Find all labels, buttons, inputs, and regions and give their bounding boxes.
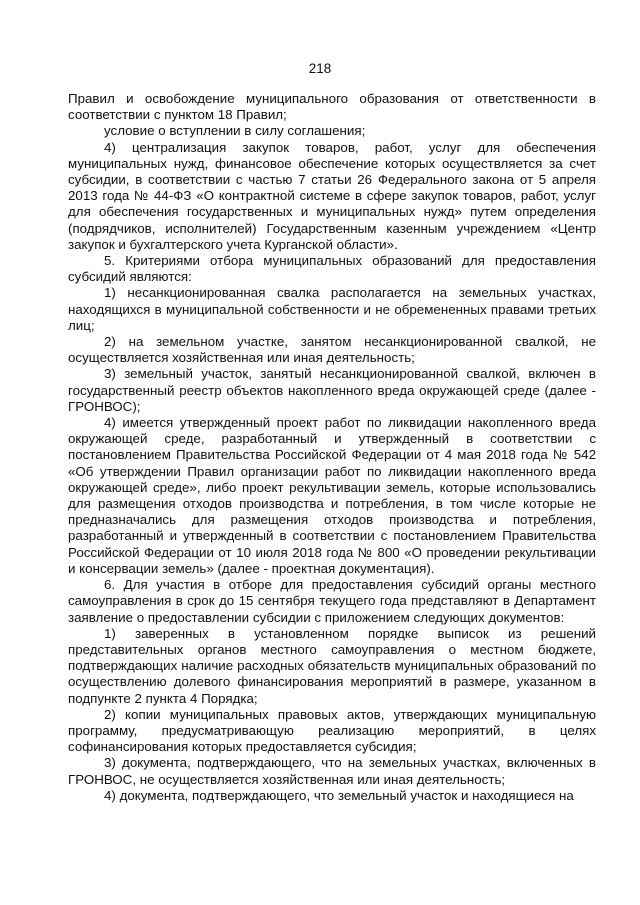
paragraph-condition-entry-into-force: условие о вступлении в силу соглашения;	[104, 123, 366, 139]
document-body	[68, 91, 596, 804]
paragraph-criterion-4: 4) имеется утвержденный проект работ по ликвидации накопленного вреда окружающей среде, разработанный и утвержденный в соответствии с постановлением Правительства Российской Федерации от 4 мая 2018 года № 542 «Об утверждении Правил организации работ по ликвидации накопленного вреда окружающей среде», либо проект рекультивации земель, которые использовались для размещения отходов производства и потребления, в том числе которые не предназначались для размещения отходов производства и потребления, разработанный и утвержденный в соответствии с постановлением Правительства Российской Федерации от 10 июля 2018 года № 800 «О проведении рекультивации и консервации земель» (далее - проектная документация).	[68, 415, 596, 576]
paragraph-selection-criteria-heading: 5. Критериями отбора муниципальных образований для предоставления субсидий являются:	[68, 253, 596, 285]
page-number: 218	[308, 61, 332, 76]
paragraph-document-3: 3) документа, подтверждающего, что на земельных участках, включенных в ГРОНВОС, не осуществляется хозяйственная или иная деятельность;	[68, 755, 596, 787]
paragraph-document-1: 1) заверенных в установленном порядке выписок из решений представительных органов местного самоуправления о местном бюджете, подтверждающих наличие расходных обязательств муниципальных образований по осуществлению долевого финансирования мероприятий в размере, указанном в подпункте 2 пункта 4 Порядка;	[68, 625, 596, 706]
paragraph-continuation: Правил и освобождение муниципального образования от ответственности в соответствии с пунктом 18 Правил;	[68, 91, 596, 123]
paragraph-document-2: 2) копии муниципальных правовых актов, утверждающих муниципальную программу, предусматривающую реализацию мероприятий, в целях софинансирования которых предоставляется субсидия;	[68, 706, 596, 755]
paragraph-criterion-1: 1) несанкционированная свалка располагается на земельных участках, находящихся в муниципальной собственности и не обремененных правами третьих лиц;	[68, 285, 596, 333]
paragraph-criterion-3: 3) земельный участок, занятый несанкционированной свалкой, включен в государственный реестр объектов накопленного вреда окружающей среде (далее - ГРОНВОС);	[68, 366, 596, 414]
paragraph-criterion-2: 2) на земельном участке, занятом несанкционированной свалкой, не осуществляется хозяйственная или иная деятельность;	[68, 334, 596, 366]
paragraph-procurement-centralization: 4) централизация закупок товаров, работ, услуг для обеспечения муниципальных нужд, финансовое обеспечение которых осуществляется за счет субсидии, в соответствии с частью 7 статьи 26 Федерального закона от 5 апреля 2013 года № 44-ФЗ «О контрактной системе в сфере закупок товаров, работ, услуг для обеспечения государственных и муниципальных нужд» путем определения (подрядчиков, исполнителей) Государственным казенным учреждением «Центр закупок и бухгалтерского учета Курганской области».	[68, 139, 596, 252]
paragraph-document-4: 4) документа, подтверждающего, что земельный участок и находящиеся на	[104, 787, 574, 803]
paragraph-application-documents: 6. Для участия в отборе для предоставления субсидий органы местного самоуправления в срок до 15 сентября текущего года представляют в Департамент заявление о предоставлении субсидии с приложением следующих документов:	[68, 577, 596, 625]
